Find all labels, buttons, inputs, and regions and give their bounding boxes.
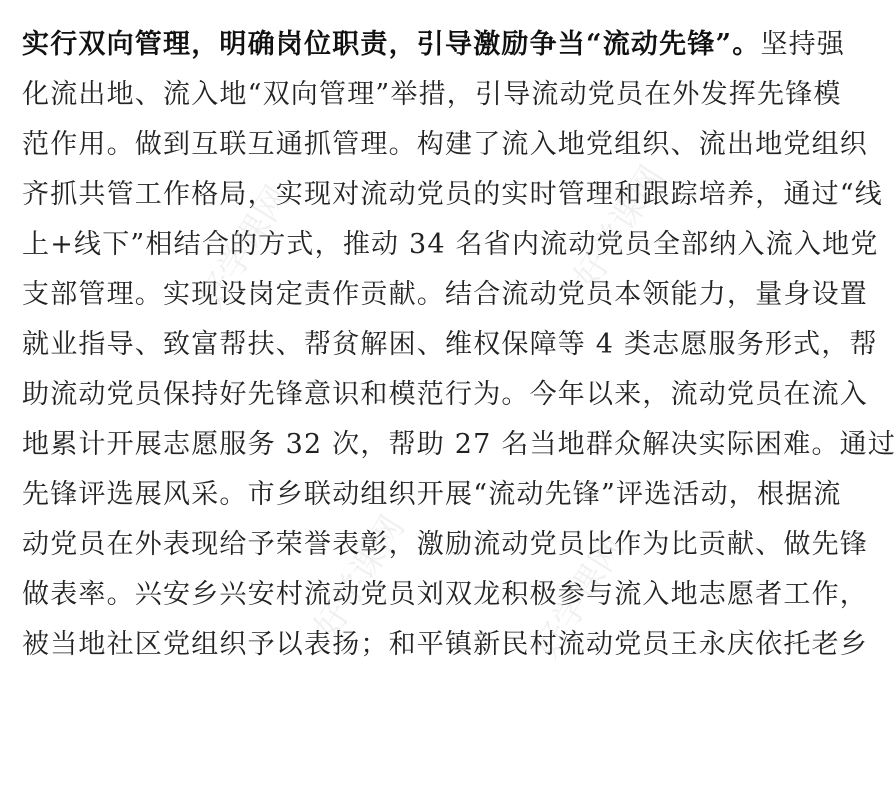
text-segment: 做表率。兴安乡兴安村流动党员刘双龙积极参与流入地志愿者工作， [22, 579, 868, 610]
text-segment: 范作用。做到互联互通抓管理。构建了流入地党组织、流出地党组织 [22, 129, 868, 160]
text-segment: 上+线下”相结合的方式，推动 34 名省内流动党员全部纳入流入地党 [22, 229, 879, 260]
text-segment: 被当地社区党组织予以表扬；和平镇新民村流动党员王永庆依托老乡 [22, 629, 868, 660]
text-segment: 化流出地、流入地“双向管理”举措，引导流动党员在外发挥先锋模 [22, 79, 842, 110]
text-segment: 动党员在外表现给予荣誉表彰，激励流动党员比作为比贡献、做先锋 [22, 529, 868, 560]
text-segment: 支部管理。实现设岗定责作贡献。结合流动党员本领能力，量身设置 [22, 279, 868, 310]
watermark: 好学课网 [191, 178, 298, 316]
text-line [22, 120, 868, 170]
bold-heading-text: 实行双向管理，明确岗位职责，引导激励争当“流动先锋”。 [22, 29, 761, 60]
text-segment: 齐抓共管工作格局，实现对流动党员的实时管理和跟踪培养，通过“线 [22, 179, 884, 210]
text-line [22, 20, 846, 70]
text-segment: 助流动党员保持好先锋意识和模范行为。今年以来，流动党员在流入 [22, 379, 868, 410]
text-line [22, 420, 896, 470]
text-segment: 坚持强 [760, 29, 846, 60]
watermark: 好学课网 [306, 508, 413, 646]
text-line [22, 570, 868, 620]
text-line [22, 270, 868, 320]
text-line [22, 70, 842, 120]
text-line [22, 320, 878, 370]
watermark: 好学课网 [526, 528, 633, 666]
text-line [22, 620, 868, 670]
text-line [22, 520, 868, 570]
text-segment: 就业指导、致富帮扶、帮贫解困、维权保障等 4 类志愿服务形式，帮 [22, 329, 878, 360]
text-line [22, 220, 879, 270]
body-text [22, 20, 896, 670]
text-line [22, 470, 842, 520]
text-segment: 地累计开展志愿服务 32 次，帮助 27 名当地群众解决实际困难。通过 [22, 429, 896, 460]
text-segment: 先锋评选展风采。市乡联动组织开展“流动先锋”评选活动，根据流 [22, 479, 842, 510]
text-line [22, 370, 868, 420]
watermark: 好学课网 [566, 158, 673, 296]
text-line [22, 170, 884, 220]
